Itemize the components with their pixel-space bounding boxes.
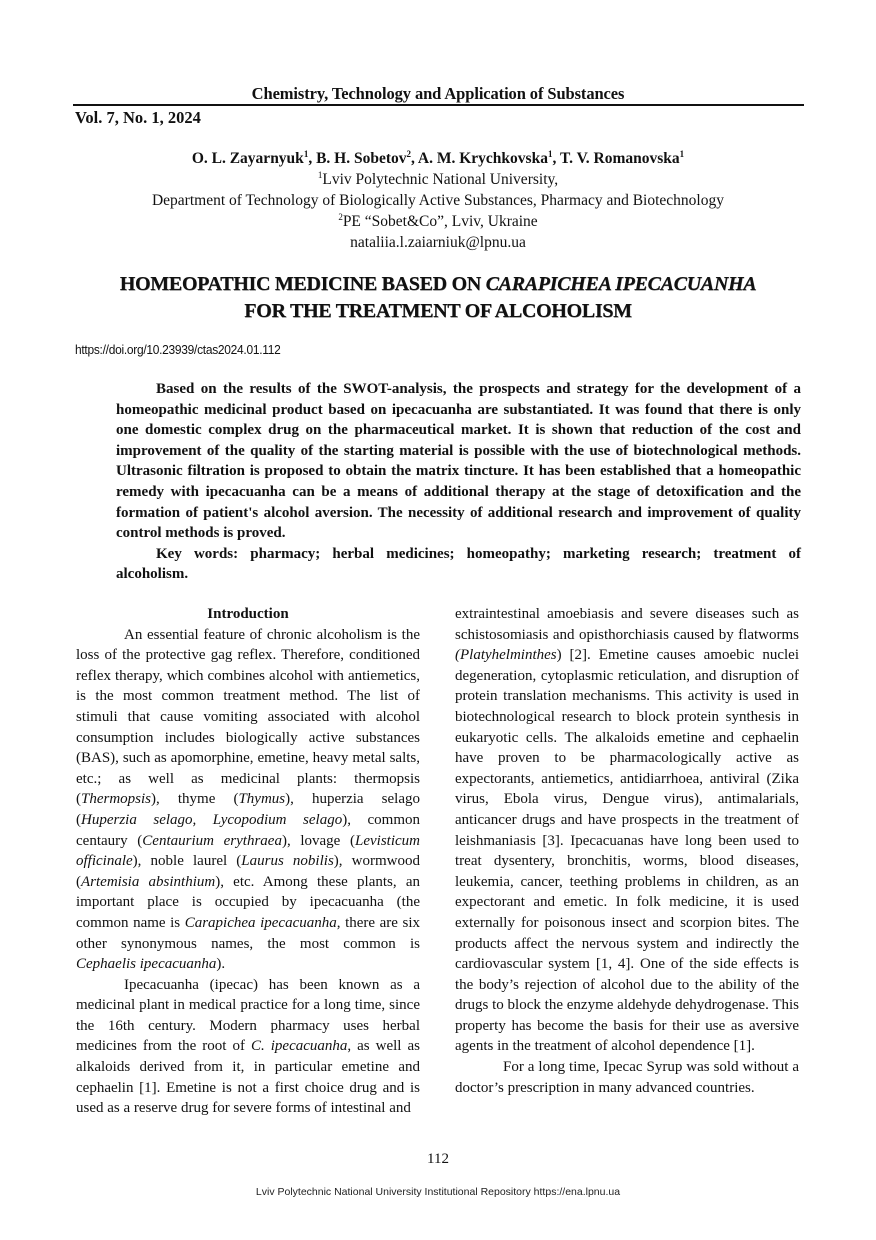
title-line-2: FOR THE TREATMENT OF ALCOHOLISM bbox=[244, 300, 632, 322]
abstract-text: Based on the results of the SWOT-analysis, the prospects and strategy for the development of a homeopathic medicinal product based on ipecacuanha are substantiated. It was found that there is only one domestic complex drug on the pharmaceutical market. It is shown that reduction of the cost and improvement of the quality of the starting material is possible with the use of biotechnological methods. Ultrasonic filtration is proposed to obtain the matrix tincture. It has been established that a homeopathic remedy with ipecacuanha can be a means of additional therapy at the stage of detoxification and the formation of patient's alcohol aversion. The necessity of additional research and improvement of quality control methods is proved. bbox=[116, 381, 801, 542]
contact-email[interactable]: nataliia.l.zaiarniuk@lpnu.ua bbox=[350, 234, 526, 251]
italic-term: Thermopsis bbox=[81, 791, 152, 808]
affiliation-mark: 1 bbox=[303, 149, 309, 159]
text-run: , there are six other synonymous names, the most common is bbox=[76, 914, 421, 952]
affiliation-mark: 1 bbox=[547, 149, 553, 159]
italic-term: C. ipecacuanha bbox=[250, 1038, 348, 1055]
paper-title bbox=[0, 271, 876, 325]
title-prefix: HOMEOPATHIC MEDICINE BASED ON bbox=[119, 273, 486, 295]
author: T. V. Romanovska bbox=[559, 150, 680, 167]
author: B. H. Sobetov bbox=[316, 150, 407, 167]
abstract bbox=[116, 379, 801, 585]
paragraph bbox=[76, 625, 420, 975]
italic-term: Carapichea ipecacuanha bbox=[184, 914, 337, 931]
text-run: ). bbox=[216, 956, 226, 973]
affiliation-mark: 2 bbox=[338, 212, 343, 222]
paragraph bbox=[76, 975, 420, 1119]
affiliation-mark: 1 bbox=[317, 170, 323, 180]
column-left bbox=[76, 604, 420, 1119]
author: O. L. Zayarnyuk bbox=[191, 150, 304, 167]
paragraph bbox=[455, 604, 799, 1057]
text-run: ), etc. Among these plants, an important place is occupied by ipecacuanha (the common name is bbox=[76, 873, 420, 931]
title-line-1 bbox=[0, 271, 876, 298]
text-run: ), common centaury ( bbox=[76, 811, 420, 849]
italic-term: Cephaelis ipecacuanha bbox=[76, 956, 217, 973]
header-rule bbox=[73, 104, 804, 106]
affiliation-2-text: PE “Sobet&Co”, Lviv, Ukraine bbox=[342, 213, 538, 230]
title-species: CARAPICHEA IPECACUANHA bbox=[485, 273, 757, 295]
doi-link[interactable]: https://doi.org/10.23939/ctas2024.01.112 bbox=[75, 342, 281, 357]
author: A. M. Krychkovska bbox=[417, 150, 548, 167]
italic-term: Artemisia absinthium bbox=[81, 873, 216, 890]
text-run: ), noble laurel ( bbox=[132, 853, 242, 870]
text-run: ), lovage ( bbox=[281, 832, 355, 849]
text-run: For a long time, Ipecac Syrup was sold without a doctor’s prescription in many advanced countries. bbox=[455, 1059, 799, 1096]
paragraph bbox=[455, 1057, 799, 1098]
volume-info: Vol. 7, No. 1, 2024 bbox=[75, 108, 201, 127]
affiliation-1-department: Department of Technology of Biologically Active Substances, Pharmacy and Biotechnology bbox=[151, 192, 724, 209]
affiliation-2 bbox=[0, 211, 876, 232]
author-list: O. L. Zayarnyuk$^1$, B. H. Sobetov$^2$, A. M. Krychkovska$^1$, T. V. Romanovska$^1$ bbox=[191, 149, 685, 167]
affiliation-1 bbox=[0, 169, 876, 190]
text-run: ) [2]. Emetine causes amoebic nuclei degeneration, cytoplasmic reticulation, and disruption of protein translation mechanisms. This activity is used in biotechnological research to block protein synthesis in eukaryotic cells. The alkaloids emetine and cephaelin have proven to be pharmacologically active as expectorants, antiemetics, antidiarrhoea, antiviral (Zika virus, Ebola virus, Dengue virus), antimalarials, anticancer drugs and have prospects in the treatment of leishmaniasis [3]. Ipecacuanas have long been used to treat dysentery, bronchitis, worms, blood diseases, leukemia, cancer, teething problems in children, as an expectorant and emetic. In folk medicine, it is used externally for poisonous insect and scorpion bites. The products affect the nervous system and indirectly the cardiovascular system [1, 4]. One of the side effects is the body’s rejection of alcohol due to the ability of the drugs to block the enzyme aldehyde dehydrogenase. This property has become the basis for their use as aversive agents in the treatment of alcohol dependence [1]. bbox=[455, 647, 799, 1055]
affiliation-mark: 2 bbox=[406, 149, 411, 159]
column-right bbox=[455, 604, 799, 1098]
affiliation-1-line1: Lviv Polytechnic National University, bbox=[322, 171, 559, 188]
authors-block bbox=[0, 148, 876, 253]
text-run: , as well as alkaloids derived from it, in particular emetine and cephaelin [1]. Emetine is not a first choice drug and is used as a reserve drug for severe forms of intestinal and bbox=[76, 1038, 420, 1117]
journal-title: Chemistry, Technology and Application of Substances bbox=[251, 84, 625, 103]
section-heading-introduction: Introduction bbox=[207, 606, 289, 622]
text-run: ), thyme ( bbox=[151, 791, 239, 808]
text-run: An essential feature of chronic alcoholism is the loss of the protective gag reflex. Therefore, conditioned reflex therapy, which combines alcohol with antiemetics, is the most common treatment method. The list of stimuli that cause vomiting associated with alcohol consumption includes biologically active substances (BAS), such as apomorphine, emetine, heavy metal salts, etc.; as well as medicinal plants: thermopsis ( bbox=[76, 626, 420, 808]
affiliation-mark: 1 bbox=[679, 149, 685, 159]
text-run: Ipecacuanha (ipecac) has been known as a medicinal plant in medical practice for a long time, since the 16th century. Modern pharmacy uses herbal medicines from the root of bbox=[76, 976, 420, 1055]
repository-footer: Lviv Polytechnic National University Institutional Repository https://ena.lpnu.ua bbox=[255, 1186, 621, 1198]
italic-term: Levisticum officinale bbox=[76, 832, 420, 870]
text-run: ), huperzia selago ( bbox=[76, 791, 420, 828]
italic-term: Huperzia selago, Lycopodium selago bbox=[81, 811, 343, 828]
keywords: Key words: pharmacy; herbal medicines; homeopathy; marketing research; treatment of alcoholism. bbox=[116, 545, 801, 583]
italic-term: Thymus bbox=[238, 791, 286, 808]
italic-term: Laurus nobilis bbox=[241, 853, 334, 870]
text-run: extraintestinal amoebiasis and severe diseases such as schistosomiasis and opisthorchiasis caused by flatworms bbox=[455, 606, 799, 643]
italic-term: Centaurium erythraea bbox=[142, 832, 282, 849]
page-number: 112 bbox=[427, 1151, 449, 1167]
text-run: ), wormwood ( bbox=[76, 853, 420, 890]
italic-term: (Platyhelminthes bbox=[455, 647, 557, 664]
